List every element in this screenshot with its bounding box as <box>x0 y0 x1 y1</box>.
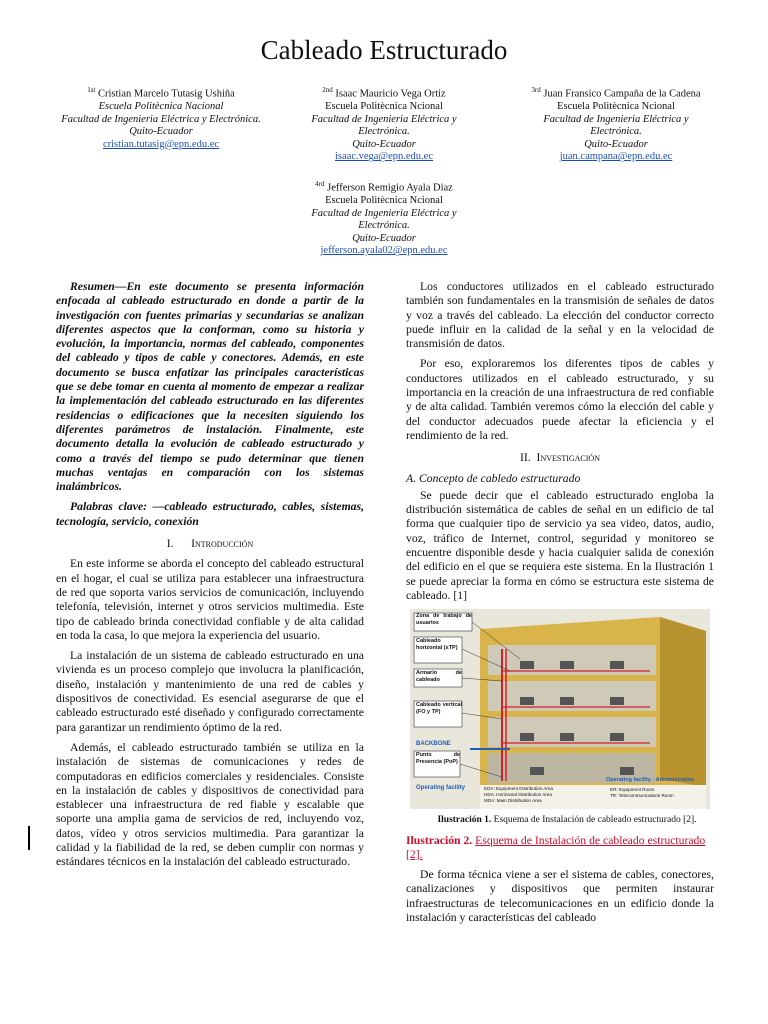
section-heading-investigacion: II. Investigación <box>519 451 600 465</box>
figure-label-operating-facility: Operating facility <box>416 785 466 792</box>
author-location: Quito-Ecuador <box>352 138 416 150</box>
paper-title: Cableado Estructurado <box>260 35 508 65</box>
author-faculty: Facultad de Ingenieria Eléctrica y Electrónica. <box>311 113 457 138</box>
figure-label-backbone: BACKBONE <box>416 741 451 748</box>
author-faculty: Facultad de Ingenieria Eléctrica y Electrónica. <box>61 113 261 125</box>
figure-building-cabling-diagram <box>410 609 710 809</box>
paragraph: Además, el cableado estructurado también se utiliza en la instalación de sistemas de comunicaciones y redes de computadoras en edificios comerciales y residenciales. Consiste en la instalación de cables y dispositivos de conectividad para establecer una infraestructura de red fiable y escalable que soporte una amplia gama de servicios de red, incluyendo voz, datos, vídeo y otros servicios multimedia. Para garantizar la calidad y la fiabilidad de la red, se deben cumplir con normas y estándares técnicos en la instalación del cableado estructurado. <box>56 740 364 869</box>
left-column <box>56 280 364 876</box>
author-3: $^{3rd}$ Juan Fransico Campaña de la Cadena Escuela Politècnica Ncional Facultad de Ingenieria Eléctrica y Electrónica. Quito-Ecuador juan.campana@epn.edu.ec <box>518 84 714 164</box>
section-heading-introduccion: I. Introducción <box>166 537 254 551</box>
author-affiliation: Escuela Politècnica Ncional <box>557 101 675 113</box>
author-4: $^{4rd}$ Jefferson Remigio Ayala Diaz Escuela Politècnica Ncional Facultad de Ingenieria Eléctrica y Electrónica. Quito-Ecuador jefferson.ayala02@epn.edu.ec <box>290 178 478 258</box>
author-email-link[interactable]: juan.campana@epn.edu.ec <box>559 151 673 163</box>
figure-caption: Ilustración 1. Esquema de Instalación de cableado estructurado [2]. <box>437 815 697 826</box>
author-affiliation: Escuela Politècnica Nacional <box>98 101 224 113</box>
figure-legend-left: EDA: Equipment Distribution Area HDA: Horizontal Distribution Area MDA: Main Distribution Area <box>484 786 553 804</box>
figure-label-operating-admin: Operating facility - Administration <box>606 777 695 784</box>
paragraph: En este informe se aborda el concepto del cableado estructural en el hogar, el cual se utiliza para establecer una infraestructura de red que soporta varios servicios de comunicación, incluyendo telefonía, televisión, internet y otros servicios multimedia. Este tipo de cableado brinda conectividad confiable y de alta calidad en toda la casa, lo que mejora la experiencia del usuario. <box>56 557 364 642</box>
building-side <box>660 617 706 787</box>
author-email-link[interactable]: cristian.tutasig@epn.edu.ec <box>102 138 220 150</box>
subsection-heading: A. Concepto de cabledo estructurado <box>406 471 581 485</box>
figure-label-zona: Zona de trabajo de usuarios <box>416 613 472 626</box>
text-cursor <box>28 826 30 850</box>
author-affiliation: Escuela Politècnica Ncional <box>325 195 443 207</box>
paragraph: Los conductores utilizados en el cableado estructurado también son fundamentales en la transmisión de señales de datos y voz a través del cableado. La elección del conductor correcto puede influir en la calidad de la señal y en la velocidad de transmisión de datos. <box>406 280 714 351</box>
figure-legend-right: ER: Equipment Room TR: Telecommunications Room <box>610 787 674 799</box>
author-location: Quito-Ecuador <box>352 232 416 244</box>
author-email-link[interactable]: jefferson.ayala02@epn.edu.ec <box>320 245 448 257</box>
paragraph: Se puede decir que el cableado estructurado engloba la distribución sistemática de cables de señal en un edificio de tal forma que cualquier tipo de servicio ya sea video, datos, audio, voz, tráfico de Internet, control, seguridad y monitoreo se encuentre disponible desde y hacia cualquier salida de conexión del edificio en el que se requiera este sistema. En la Ilustración 1 se puede apreciar la forma en cómo se estructura este sistema de cableado. [1] <box>406 488 714 602</box>
figure-label-punto: Punto de Presencia (PoP) <box>416 752 460 765</box>
figure-caption-red: Ilustración 2. Esquema de Instalación de cableado estructurado [2]. <box>406 833 706 861</box>
paragraph: De forma técnica viene a ser el sistema de cables, conectores, canalizaciones y dispositivos que permiten instaurar infraestructuras de telecomunicaciones en un edificio donde la instalación y características del cableado <box>406 868 714 925</box>
figure-label-vertical: Cableado vertical (FO y TP) <box>416 702 462 715</box>
author-2: $^{2nd}$ Isaac Mauricio Vega Ortiz Escuela Politècnica Ncional Facultad de Ingenieria Eléctrica y Electrónica. Quito-Ecuador isaac.vega@epn.edu.ec <box>290 84 478 164</box>
author-name: Cristian Marcelo Tutasig Ushiña <box>98 88 235 100</box>
author-name: Jefferson Remigio Ayala Diaz <box>327 182 453 194</box>
author-1: $^{1st}$ Cristian Marcelo Tutasig Ushiña Escuela Politècnica Nacional Facultad de Ingenieria Eléctrica y Electrónica. Quito-Ecuador cristian.tutasig@epn.edu.ec <box>58 84 264 151</box>
keywords: Palabras clave: —cableado estructurado, cables, sistemas, tecnología, servicio, conexión <box>56 500 364 528</box>
figure-label-armario: Armario de cableado <box>416 670 462 683</box>
paragraph: Por eso, exploraremos los diferentes tipos de cables y conductores utilizados en el cableado estructurado, y su importancia en la creación de una infraestructura de red confiable y de alta calidad. También veremos cómo la elección del cable y del conductor adecuados puede afectar la eficiencia y el rendimiento de la red. <box>406 357 714 442</box>
author-affiliation: Escuela Politècnica Ncional <box>325 101 443 113</box>
paragraph: La instalación de un sistema de cableado estructurado en una vivienda es un proceso complejo que involucra la planificación, diseño, instalación y mantenimiento de una red de cables y dispositivos de conectividad. Es esencial asegurarse de que el cableado estructurado esté diseñado y configurado correctamente para garantizar un rendimiento óptimo de la red. <box>56 649 364 734</box>
abstract: Resumen—En este documento se presenta información enfocada al cableado estructurado en donde a partir de la investigación con fuentes primarias y secundarias se analizan diferentes aspectos que la conforman, como su historia y evolución, la importancia, normas del cableado, componentes del cableado y tipos de cable y conectores. Además, en este documento se busca enfatizar las principales características que se debe tomar en cuenta al momento de empezar a realizar la implementación del cableado estructurado en las diferentes residencias o edificaciones que la necesiten siguiendo los diferentes parámetros de instalación. Finalmente, este documento detalla la evolución de cableado estructurado y como a través del tiempo se pudo determinar que tienen muchas ventajas en comparación con los sistemas inalámbricos. <box>56 280 364 494</box>
author-email-link[interactable]: isaac.vega@epn.edu.ec <box>335 151 433 163</box>
author-name: Isaac Mauricio Vega Ortiz <box>335 88 446 100</box>
author-location: Quito-Ecuador <box>129 126 193 138</box>
author-location: Quito-Ecuador <box>584 138 648 150</box>
author-name: Juan Fransico Campaña de la Cadena <box>543 88 701 100</box>
author-faculty: Facultad de Ingenieria Eléctrica y Electrónica. <box>543 113 689 138</box>
author-faculty: Facultad de Ingenieria Eléctrica y Electrónica. <box>311 207 457 232</box>
right-column <box>406 280 714 931</box>
figure-label-horizontal: Cableado horizontal (xTP) <box>416 638 458 651</box>
